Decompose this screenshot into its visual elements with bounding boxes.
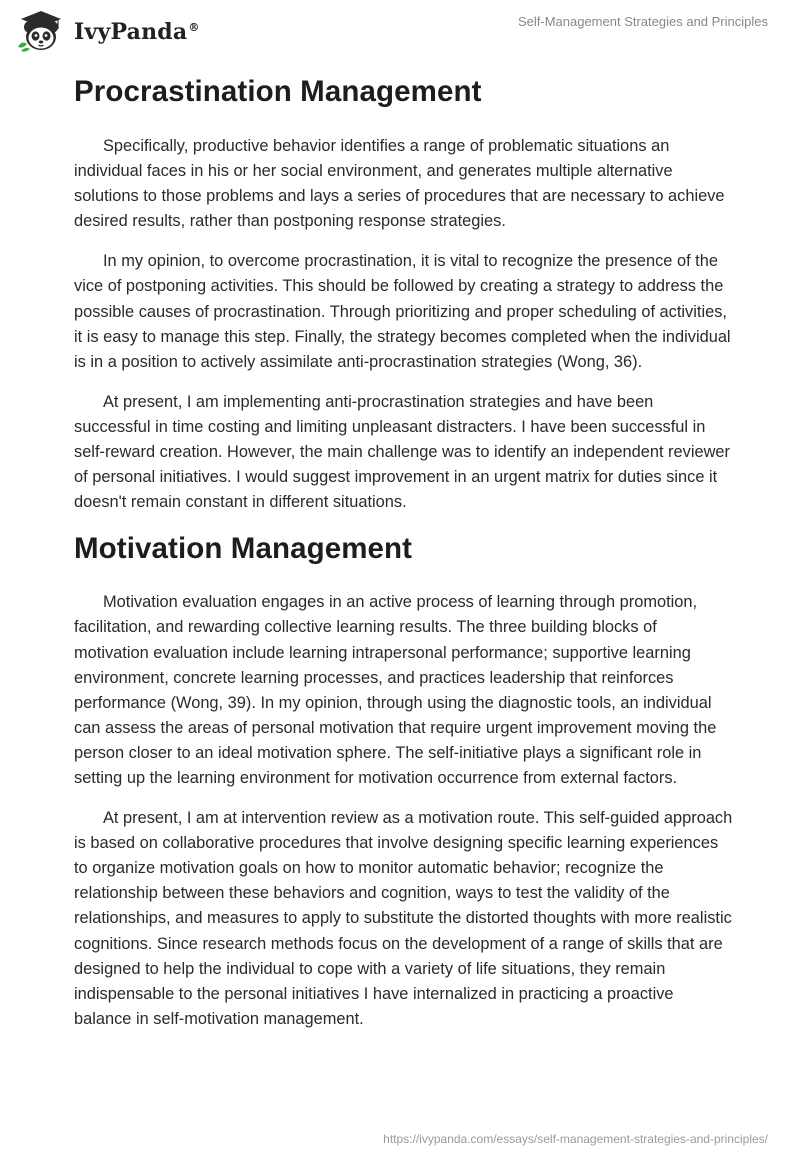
page-header: [0, 0, 800, 60]
essay-content: [74, 70, 734, 1032]
section-heading-motivation: Motivation Management: [74, 532, 413, 566]
paragraph: Specifically, productive behavior identifies a range of problematic situations an individual faces in his or her social environment, and generates multiple alternative solutions to those problems and lays a series of procedures that are necessary to achieve desired results, rather than postponing response strategies.: [74, 137, 725, 231]
paragraph: At present, I am at intervention review as a motivation route. This self-guided approach is based on collaborative procedures that involve designing specific learning experiences to organize motivation goals on how to monitor automatic behavior; recognize the relationship between these behaviors and cognition, ways to test the validity of the relationships, and measures to apply to substitute the distorted thoughts with more realistic cognitions. Since research methods focus on the development of a range of skills that are designed to help the individual to cope with a variety of life situations, they remain indispensable to the personal initiatives I have internalized in practicing a proactive balance in self-motivation management.: [74, 809, 733, 1028]
panda-graduate-icon: [12, 7, 70, 53]
source-url-link[interactable]: https://ivypanda.com/essays/self-management-strategies-and-principles/: [383, 1132, 768, 1146]
paragraph: At present, I am implementing anti-procrastination strategies and have been successful in time costing and limiting unpleasant distracters. I have been successful in self-reward creation. However, the main challenge was to identify an independent reviewer of personal initiatives. I would suggest improvement in an urgent matrix for duties since it doesn't remain constant in different situations.: [74, 392, 730, 512]
brand-logo[interactable]: [12, 7, 200, 53]
document-title: Self-Management Strategies and Principles: [517, 14, 768, 29]
paragraph: In my opinion, to overcome procrastination, it is vital to recognize the presence of the vice of postponing activities. This should be followed by creating a strategy to address the possible causes of procrastination. Through prioritizing and proper scheduling of activities, it is easy to manage this step. Finally, the strategy becomes completed when the individual is in a position to actively assimilate anti-procrastination strategies (Wong, 36).: [74, 252, 731, 371]
paragraph: Motivation evaluation engages in an active process of learning through promotion, facilitation, and rewarding collective learning results. The three building blocks of motivation evaluation include learning intrapersonal performance; supportive learning environment, concrete learning processes, and practices leadership that reinforces performance (Wong, 39). In my opinion, through using the diagnostic tools, an individual can assess the areas of personal motivation that require urgent improvement moving the person closer to an ideal motivation sphere. The self-initiative plays a significant role in setting up the learning environment for motivation occurrence from external factors.: [74, 593, 717, 787]
section-heading-procrastination: Procrastination Management: [74, 75, 482, 108]
brand-name: IvyPanda®: [74, 19, 200, 45]
